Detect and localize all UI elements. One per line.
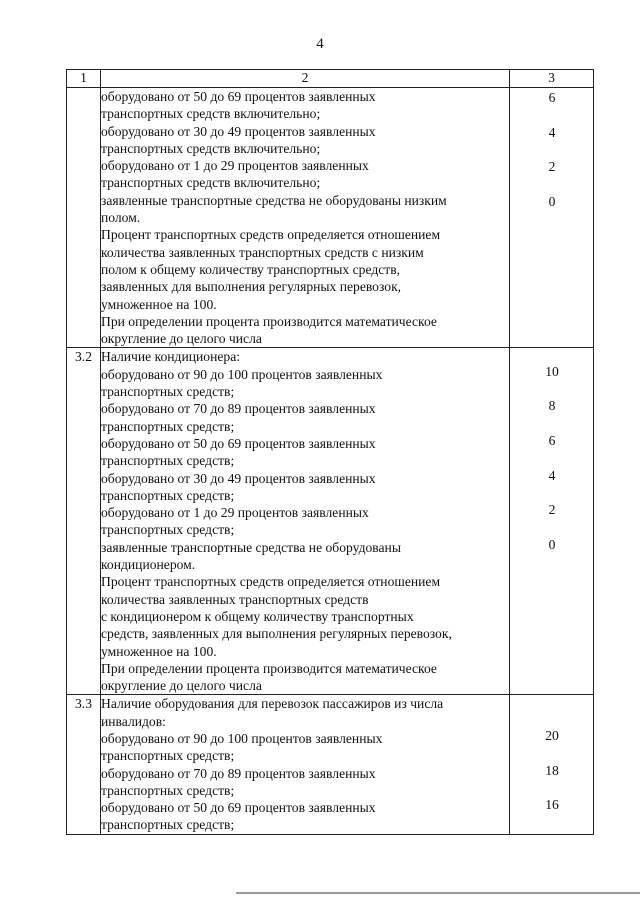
row-scores xyxy=(510,88,594,348)
bottom-rule xyxy=(236,892,640,894)
description-line: транспортных средств; xyxy=(101,817,235,833)
description-line: оборудовано от 1 до 29 процентов заявленных xyxy=(101,158,369,174)
row-description xyxy=(101,88,510,348)
description-line: количества заявленных транспортных средств xyxy=(101,591,369,607)
description-line: транспортных средств; xyxy=(101,522,235,538)
description-line: транспортных средств; xyxy=(101,782,235,798)
score-value: 16 xyxy=(545,797,559,813)
description-line: транспортных средств; xyxy=(101,748,235,764)
description-line: оборудовано от 70 до 89 процентов заявленных xyxy=(101,765,376,781)
description-line: округление до целого числа xyxy=(101,678,262,694)
score-value: 8 xyxy=(548,398,556,414)
row-number xyxy=(67,88,101,348)
description-line: При определении процента производится математическое xyxy=(101,313,437,329)
score-value: 4 xyxy=(548,467,556,483)
description-line: заявленные транспортные средства не оборудованы низким xyxy=(101,192,447,208)
row-number: 3.3 xyxy=(67,695,101,834)
score-value: 2 xyxy=(548,159,556,175)
description-line: транспортных средств; xyxy=(101,487,235,503)
description-line: транспортных средств; xyxy=(101,418,235,434)
row-scores xyxy=(510,695,594,834)
row-scores xyxy=(510,348,594,695)
description-line: умноженное на 100. xyxy=(101,296,217,312)
description-line: количества заявленных транспортных средств с низким xyxy=(101,244,424,260)
description-line: заявленных для выполнения регулярных перевозок, xyxy=(101,279,402,295)
table-header-row xyxy=(67,70,594,88)
header-cell-1: 1 xyxy=(67,70,101,88)
description-line: заявленные транспортные средства не оборудованы xyxy=(101,539,401,555)
description-line: оборудовано от 90 до 100 процентов заявленных xyxy=(101,730,383,746)
description-line: оборудовано от 50 до 69 процентов заявленных xyxy=(101,435,376,451)
header-cell-3: 3 xyxy=(510,70,594,88)
score-value: 20 xyxy=(545,727,559,743)
score-value: 18 xyxy=(545,762,559,778)
row-description xyxy=(101,695,510,834)
row-description xyxy=(101,348,510,695)
description-line: кондиционером. xyxy=(101,557,196,573)
description-line: округление до целого числа xyxy=(101,331,262,347)
table-row xyxy=(67,348,594,695)
description-line: средств, заявленных для выполнения регулярных перевозок, xyxy=(101,626,452,642)
description-line: инвалидов: xyxy=(101,713,166,729)
table-row xyxy=(67,695,594,834)
score-value: 0 xyxy=(548,193,556,209)
description-line: транспортных средств; xyxy=(101,453,235,469)
description-line: умноженное на 100. xyxy=(101,643,217,659)
description-line: оборудовано от 50 до 69 процентов заявленных xyxy=(101,89,376,104)
description-line: полом. xyxy=(101,210,141,226)
description-line: Процент транспортных средств определяется отношением xyxy=(101,227,441,243)
description-line: Наличие оборудования для перевозок пассажиров из числа xyxy=(101,696,444,712)
description-line: с кондиционером к общему количеству транспортных xyxy=(101,608,414,624)
score-value: 10 xyxy=(545,363,559,379)
score-value: 2 xyxy=(548,502,556,518)
header-cell-2: 2 xyxy=(101,70,510,88)
description-line: оборудовано от 70 до 89 процентов заявленных xyxy=(101,401,376,417)
description-line: Наличие кондиционера: xyxy=(101,349,241,365)
description-line: оборудовано от 30 до 49 процентов заявленных xyxy=(101,123,376,139)
description-line: транспортных средств включительно; xyxy=(101,175,321,191)
description-line: оборудовано от 30 до 49 процентов заявленных xyxy=(101,470,376,486)
description-line: оборудовано от 1 до 29 процентов заявленных xyxy=(101,505,369,521)
criteria-table xyxy=(66,69,594,835)
description-line: оборудовано от 90 до 100 процентов заявленных xyxy=(101,366,383,382)
score-value: 4 xyxy=(548,124,556,140)
description-line: транспортных средств включительно; xyxy=(101,106,321,122)
score-value: 0 xyxy=(548,536,556,552)
score-value: 6 xyxy=(548,90,556,105)
description-line: полом к общему количеству транспортных средств, xyxy=(101,261,401,277)
page-number: 4 xyxy=(316,36,324,52)
score-value: 6 xyxy=(548,432,556,448)
description-line: транспортных средств включительно; xyxy=(101,140,321,156)
description-line: Процент транспортных средств определяется отношением xyxy=(101,574,441,590)
description-line: При определении процента производится математическое xyxy=(101,660,437,676)
description-line: транспортных средств; xyxy=(101,384,235,400)
row-number: 3.2 xyxy=(67,348,101,695)
table-row xyxy=(67,88,594,348)
description-line: оборудовано от 50 до 69 процентов заявленных xyxy=(101,800,376,816)
